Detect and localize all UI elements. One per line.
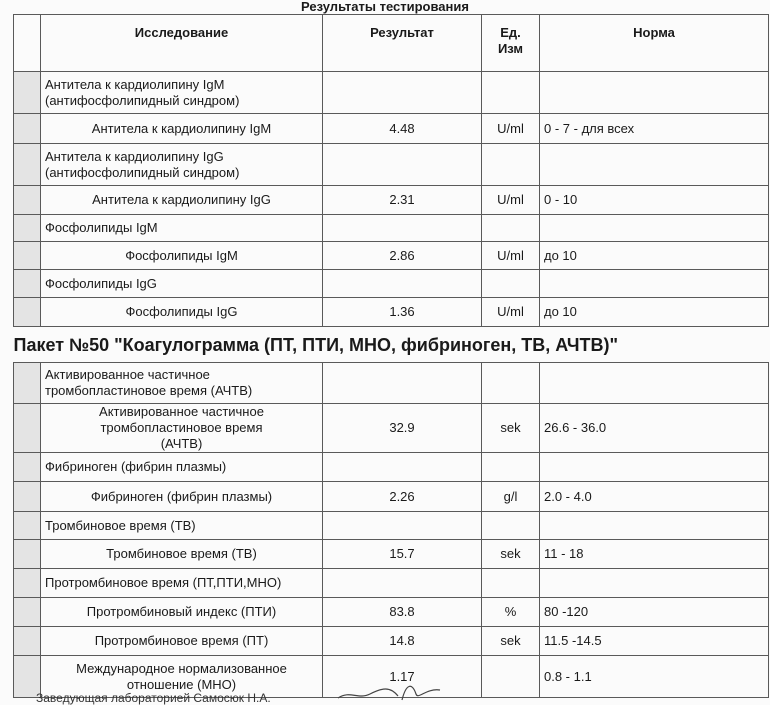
test-result: 15.7 (323, 540, 482, 569)
test-unit: sek (482, 404, 540, 453)
test-result: 1.17 (323, 656, 482, 698)
group-label: Антитела к кардиолипину IgG (антифосфолипидный синдром) (41, 144, 323, 186)
test-norm: до 10 (540, 298, 769, 327)
test-result: 1.36 (323, 298, 482, 327)
test-result: 2.31 (323, 186, 482, 215)
test-name: Тромбиновое время (ТВ) (41, 540, 323, 569)
table-row (14, 404, 769, 453)
test-name: Антитела к кардиолипину IgG (41, 186, 323, 215)
table-row (14, 598, 769, 627)
header-study: Исследование (41, 15, 323, 72)
test-norm: 0 - 10 (540, 186, 769, 215)
table-row (14, 298, 769, 327)
document-title: Результаты тестирования (301, 0, 469, 14)
test-result: 14.8 (323, 627, 482, 656)
test-result: 32.9 (323, 404, 482, 453)
test-unit: sek (482, 540, 540, 569)
test-name: Фосфолипиды IgM (41, 242, 323, 270)
results-table (13, 14, 769, 698)
test-unit: U/ml (482, 242, 540, 270)
test-unit: sek (482, 627, 540, 656)
test-unit: % (482, 598, 540, 627)
test-name: Протромбиновое время (ПТ) (41, 627, 323, 656)
table-row (14, 363, 769, 404)
test-norm: 11.5 -14.5 (540, 627, 769, 656)
test-name: Международное нормализованное отношение (МНО) (41, 656, 323, 698)
test-result: 4.48 (323, 114, 482, 144)
test-norm: 0 - 7 - для всех (540, 114, 769, 144)
table-row (14, 512, 769, 540)
test-norm: 0.8 - 1.1 (540, 656, 769, 698)
package-title-row (14, 327, 769, 363)
package-title: Пакет №50 "Коагулограмма (ПТ, ПТИ, МНО, фибриноген, ТВ, АЧТВ)" (14, 327, 769, 363)
header-unit: Ед. Изм (482, 15, 540, 72)
group-label: Фосфолипиды IgM (41, 215, 323, 242)
group-label: Фибриноген (фибрин плазмы) (41, 453, 323, 482)
table-header-row (14, 15, 769, 72)
group-label: Фосфолипиды IgG (41, 270, 323, 298)
table-row (14, 482, 769, 512)
test-unit: U/ml (482, 298, 540, 327)
footer-signature-line: Заведующая лабораторией Самосюк Н.А. (36, 691, 271, 705)
group-label: Протромбиновое время (ПТ,ПТИ,МНО) (41, 569, 323, 598)
test-unit (482, 656, 540, 698)
table-row (14, 144, 769, 186)
test-result: 2.26 (323, 482, 482, 512)
table-row (14, 540, 769, 569)
test-name: Протромбиновый индекс (ПТИ) (41, 598, 323, 627)
table-row (14, 186, 769, 215)
test-result: 83.8 (323, 598, 482, 627)
group-label: Тромбиновое время (ТВ) (41, 512, 323, 540)
group-label: Активированное частичное тромбопластиновое время (АЧТВ) (41, 363, 323, 404)
test-unit: g/l (482, 482, 540, 512)
signature-scribble-icon (330, 680, 450, 702)
test-unit: U/ml (482, 186, 540, 215)
group-label: Антитела к кардиолипину IgM (антифосфолипидный синдром) (41, 72, 323, 114)
test-norm: до 10 (540, 242, 769, 270)
test-norm: 80 -120 (540, 598, 769, 627)
test-name: Активированное частичное тромбопластиновое время (АЧТВ) (41, 404, 323, 453)
test-name: Фибриноген (фибрин плазмы) (41, 482, 323, 512)
test-norm: 2.0 - 4.0 (540, 482, 769, 512)
table-row (14, 215, 769, 242)
table-row (14, 569, 769, 598)
table-row (14, 242, 769, 270)
header-result: Результат (323, 15, 482, 72)
test-norm: 26.6 - 36.0 (540, 404, 769, 453)
header-norm: Норма (540, 15, 769, 72)
table-row (14, 453, 769, 482)
table-row (14, 627, 769, 656)
table-row (14, 72, 769, 114)
test-name: Антитела к кардиолипину IgM (41, 114, 323, 144)
test-norm: 11 - 18 (540, 540, 769, 569)
table-row (14, 114, 769, 144)
table-row (14, 270, 769, 298)
test-unit: U/ml (482, 114, 540, 144)
test-name: Фосфолипиды IgG (41, 298, 323, 327)
test-result: 2.86 (323, 242, 482, 270)
